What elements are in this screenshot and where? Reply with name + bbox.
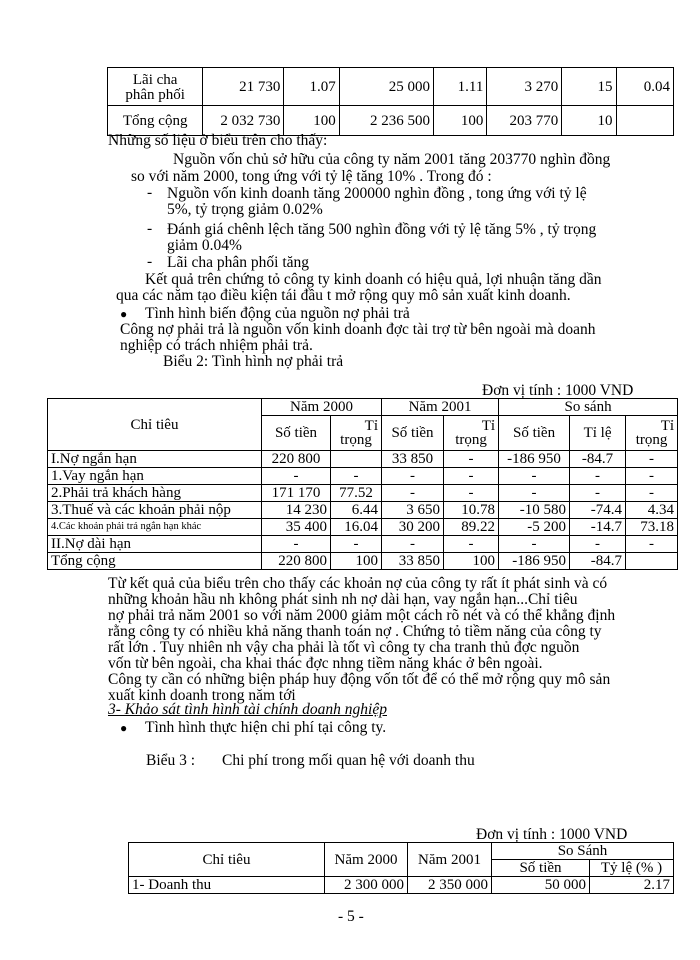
- table-row: II.Nợ dài hạn - - - - - - -: [48, 536, 678, 553]
- para-line: Nguồn vốn chủ sở hữu của công ty năm 2001 tăng 203770 nghìn đồng: [173, 151, 611, 168]
- table-row: 3.Thuế và các khoản phải nộp 14 230 6.44 3 650 10.78 -10 580 -74.4 4.34: [48, 502, 678, 519]
- dash-bullet: -: [147, 184, 153, 201]
- para-line: giảm 0.04%: [167, 237, 242, 254]
- table-caption: Chi phí trong mối quan hệ với doanh thu: [222, 752, 475, 769]
- para-line: nghiệp có trách nhiệm phải trả.: [120, 337, 313, 354]
- table-row: 1- Doanh thu 2 300 000 2 350 000 50 000 2.17: [129, 877, 674, 894]
- table-header-row: Chỉ tiêu Năm 2000 Năm 2001 So sánh: [48, 399, 678, 416]
- table-header-row: Số tiền Tỉ trọng Số tiền Tỉ trọng Số tiền Tỉ lệ Tỉ trọng: [48, 416, 678, 451]
- para-line: nợ phải trả năm 2001 so với năm 2000 giảm một cách rõ nét và có thể khẳng định: [108, 607, 616, 624]
- para-line: qua các năm tạo điều kiện tái đầu t mở rộng quy mô sản xuất kinh doanh.: [116, 287, 571, 304]
- table-row: I.Nợ ngắn hạn 220 800 33 850 - -186 950 -84.7 -: [48, 451, 678, 468]
- para-line: vốn từ bên ngoài, cha khai thác đợc nhng tiềm năng khác ở bên ngoài.: [108, 655, 543, 672]
- debt-table: [47, 398, 678, 570]
- para-line: những khoản hầu nh không phát sinh nh nợ dài hạn, vay ngắn hạn...Chỉ tiêu: [108, 591, 578, 608]
- para-line: so với năm 2000, tong ứng với tỷ lệ tăng 10% . Trong đó :: [131, 168, 492, 185]
- para-line: rằng công ty có nhiều khả năng thanh toán nợ . Chứng tỏ tiềm năng của công ty: [108, 623, 602, 640]
- table-row: Tổng cộng 220 800 100 33 850 100 -186 950 -84.7: [48, 553, 678, 570]
- table-row: 4.Các khoản phải trả ngắn hạn khác 35 400 16.04 30 200 89.22 -5 200 -14.7 73.18: [48, 519, 678, 536]
- table-row: 2.Phải trả khách hàng 171 170 77.52 - - - - -: [48, 485, 678, 502]
- table-row: Tổng cộng 2 032 730 100 2 236 500 100 203 770 10: [108, 106, 674, 136]
- table-row: 1.Vay ngắn hạn - - - - - - -: [48, 468, 678, 485]
- para-line: xuất kinh doanh trong năm tới: [108, 687, 296, 704]
- para-line: Đánh giá chênh lệch tăng 500 nghìn đồng với tỷ lệ tăng 5% , tỷ trọng: [167, 221, 597, 238]
- dash-bullet: -: [147, 220, 153, 237]
- para-line: 5%, tỷ trọng giảm 0.02%: [167, 201, 323, 218]
- dash-bullet: -: [147, 253, 153, 270]
- table-row: Lãi cha phân phối 21 730 1.07 25 000 1.11 3 270 15 0.04: [108, 68, 674, 106]
- para-line: Kết quả trên chứng tỏ công ty kinh doanh có hiệu quả, lợi nhuận tăng dần: [145, 271, 602, 288]
- table-header-row: Số tiền Tỷ lệ (% ): [129, 860, 674, 877]
- section-heading: 3- Khảo sát tình hình tài chính doanh nghiệp: [108, 701, 387, 718]
- para-line: Từ kết quả của biểu trên cho thấy các khoản nợ của công ty rất ít phát sinh và có: [108, 575, 608, 592]
- bullet-icon: ●: [120, 307, 128, 321]
- row-label: Lãi cha phân phối: [108, 68, 203, 106]
- para-line: Nguồn vốn kinh doanh tăng 200000 nghìn đồng , tong ứng với tỷ lệ: [167, 185, 587, 202]
- equity-table: [107, 67, 674, 136]
- cost-table: [128, 842, 674, 894]
- table-caption-label: Biểu 3 :: [146, 752, 196, 769]
- para-line: Lãi cha phân phối tăng: [167, 254, 310, 271]
- unit-label: Đơn vị tính : 1000 VND: [476, 826, 628, 843]
- page-number: - 5 -: [338, 908, 364, 925]
- unit-label: Đơn vị tính : 1000 VND: [482, 382, 634, 399]
- table-caption: Biểu 2: Tình hình nợ phải trả: [163, 353, 344, 370]
- para-line: Công nợ phải trả là nguồn vốn kinh doanh đợc tài trợ từ bên ngoài mà doanh: [120, 321, 596, 338]
- para-line: rất lớn . Tuy nhiên nh vậy cha phải là tốt vì công ty cha tranh thủ đợc nguồn: [108, 639, 580, 656]
- para-intro: Những số liệu ở biểu trên cho thấy:: [108, 132, 328, 149]
- section-heading: Tình hình biến động của nguồn nợ phải trả: [145, 305, 410, 322]
- para-line: Công ty cần có những biện pháp huy động vốn tốt để có thể mở rộng quy mô sản: [108, 671, 611, 688]
- list-item: Tình hình thực hiện chi phí tại công ty.: [145, 719, 387, 736]
- table-header-row: Chỉ tiêu Năm 2000 Năm 2001 So Sánh: [129, 843, 674, 860]
- bullet-icon: ●: [120, 721, 128, 735]
